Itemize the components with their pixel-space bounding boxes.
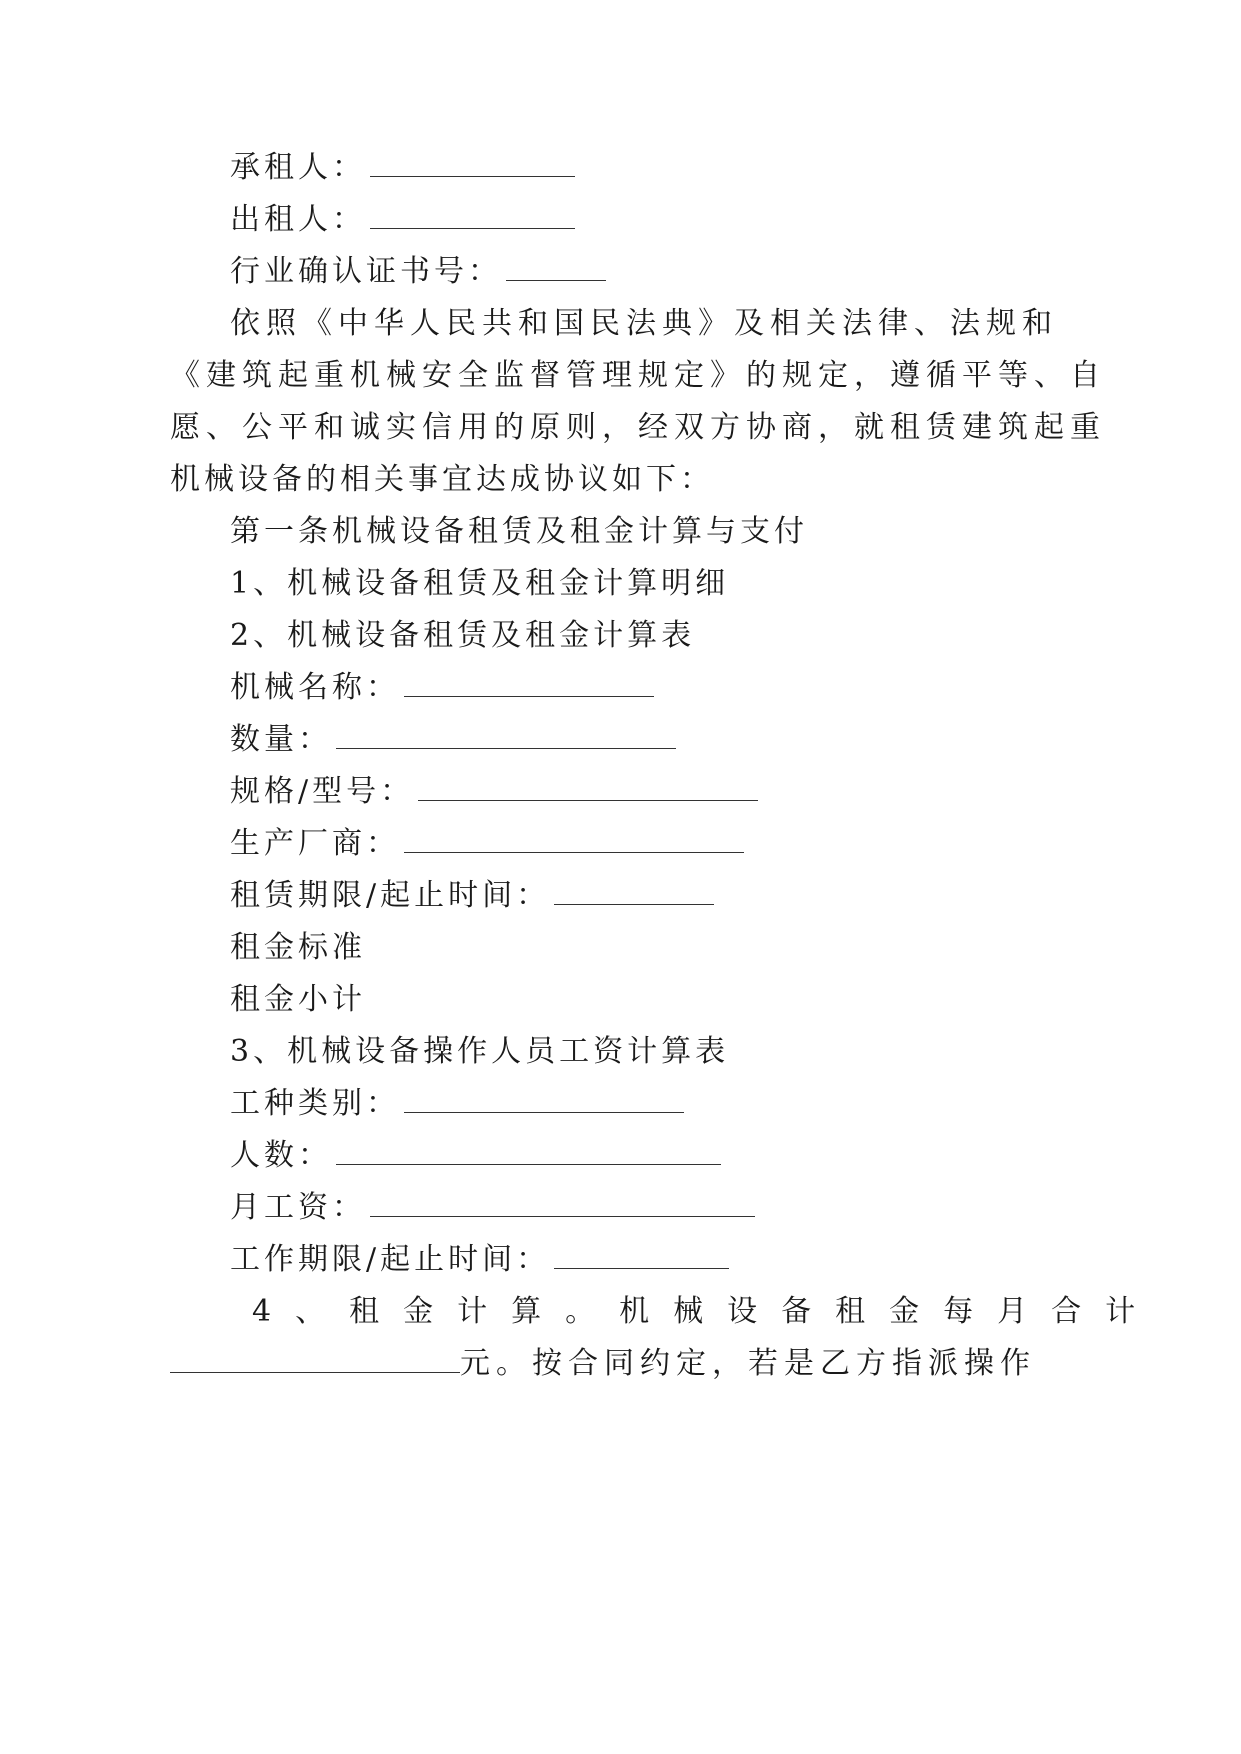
headcount-blank[interactable] [336, 1138, 721, 1165]
machine-name-field [230, 668, 654, 708]
lessor-field [230, 200, 575, 240]
quantity-label: 数量： [230, 722, 332, 757]
monthly-wage-blank[interactable] [370, 1190, 755, 1217]
item-3: 3、机械设备操作人员工资计算表 [230, 1034, 730, 1069]
monthly-wage-field [230, 1188, 755, 1228]
monthly-rent-total-blank[interactable] [170, 1346, 460, 1373]
lease-period-label: 租赁期限/起止时间： [230, 878, 551, 913]
cert-no-blank[interactable] [506, 254, 606, 281]
monthly-wage-label: 月工资： [230, 1190, 366, 1225]
headcount-label: 人数： [230, 1138, 332, 1173]
spec-model-field [230, 772, 758, 812]
work-period-blank[interactable] [554, 1242, 729, 1269]
spec-model-blank[interactable] [418, 774, 758, 801]
machine-name-label: 机械名称： [230, 670, 400, 705]
item-1: 1、机械设备租赁及租金计算明细 [230, 566, 730, 601]
manufacturer-field [230, 824, 744, 864]
item-4-line-2-text: 元。按合同约定，若是乙方指派操作 [460, 1346, 1036, 1381]
item-4-line-2 [170, 1344, 1036, 1384]
manufacturer-blank[interactable] [404, 826, 744, 853]
lessor-blank[interactable] [370, 202, 575, 229]
tenant-field [230, 148, 575, 188]
work-period-label: 工作期限/起止时间： [230, 1242, 551, 1277]
headcount-field [230, 1136, 721, 1176]
rent-standard: 租金标准 [230, 930, 366, 965]
lessor-label: 出租人： [230, 202, 366, 237]
work-period-field [230, 1240, 729, 1280]
preamble-line-2: 《建筑起重机械安全监督管理规定》的规定，遵循平等、自 [170, 358, 1106, 393]
job-type-field [230, 1084, 684, 1124]
tenant-blank[interactable] [370, 150, 575, 177]
preamble-line-3: 愿、公平和诚实信用的原则，经双方协商，就租赁建筑起重 [170, 410, 1106, 445]
preamble-line-4: 机械设备的相关事宜达成协议如下： [170, 462, 714, 497]
cert-no-field [230, 252, 606, 292]
manufacturer-label: 生产厂商： [230, 826, 400, 861]
cert-no-label: 行业确认证书号： [230, 254, 502, 289]
article-1-heading: 第一条机械设备租赁及租金计算与支付 [230, 514, 808, 549]
job-type-label: 工种类别： [230, 1086, 400, 1121]
quantity-field [230, 720, 676, 760]
quantity-blank[interactable] [336, 722, 676, 749]
spec-model-label: 规格/型号： [230, 774, 415, 809]
machine-name-blank[interactable] [404, 670, 654, 697]
item-2: 2、机械设备租赁及租金计算表 [230, 618, 696, 653]
tenant-label: 承租人： [230, 150, 366, 185]
lease-period-blank[interactable] [554, 878, 714, 905]
preamble-line-1: 依照《中华人民共和国民法典》及相关法律、法规和 [230, 306, 1058, 341]
job-type-blank[interactable] [404, 1086, 684, 1113]
lease-period-field [230, 876, 714, 916]
rent-subtotal: 租金小计 [230, 982, 366, 1017]
item-4-line-1: 4、租金计算。机械设备租金每月合计 [252, 1294, 1160, 1329]
